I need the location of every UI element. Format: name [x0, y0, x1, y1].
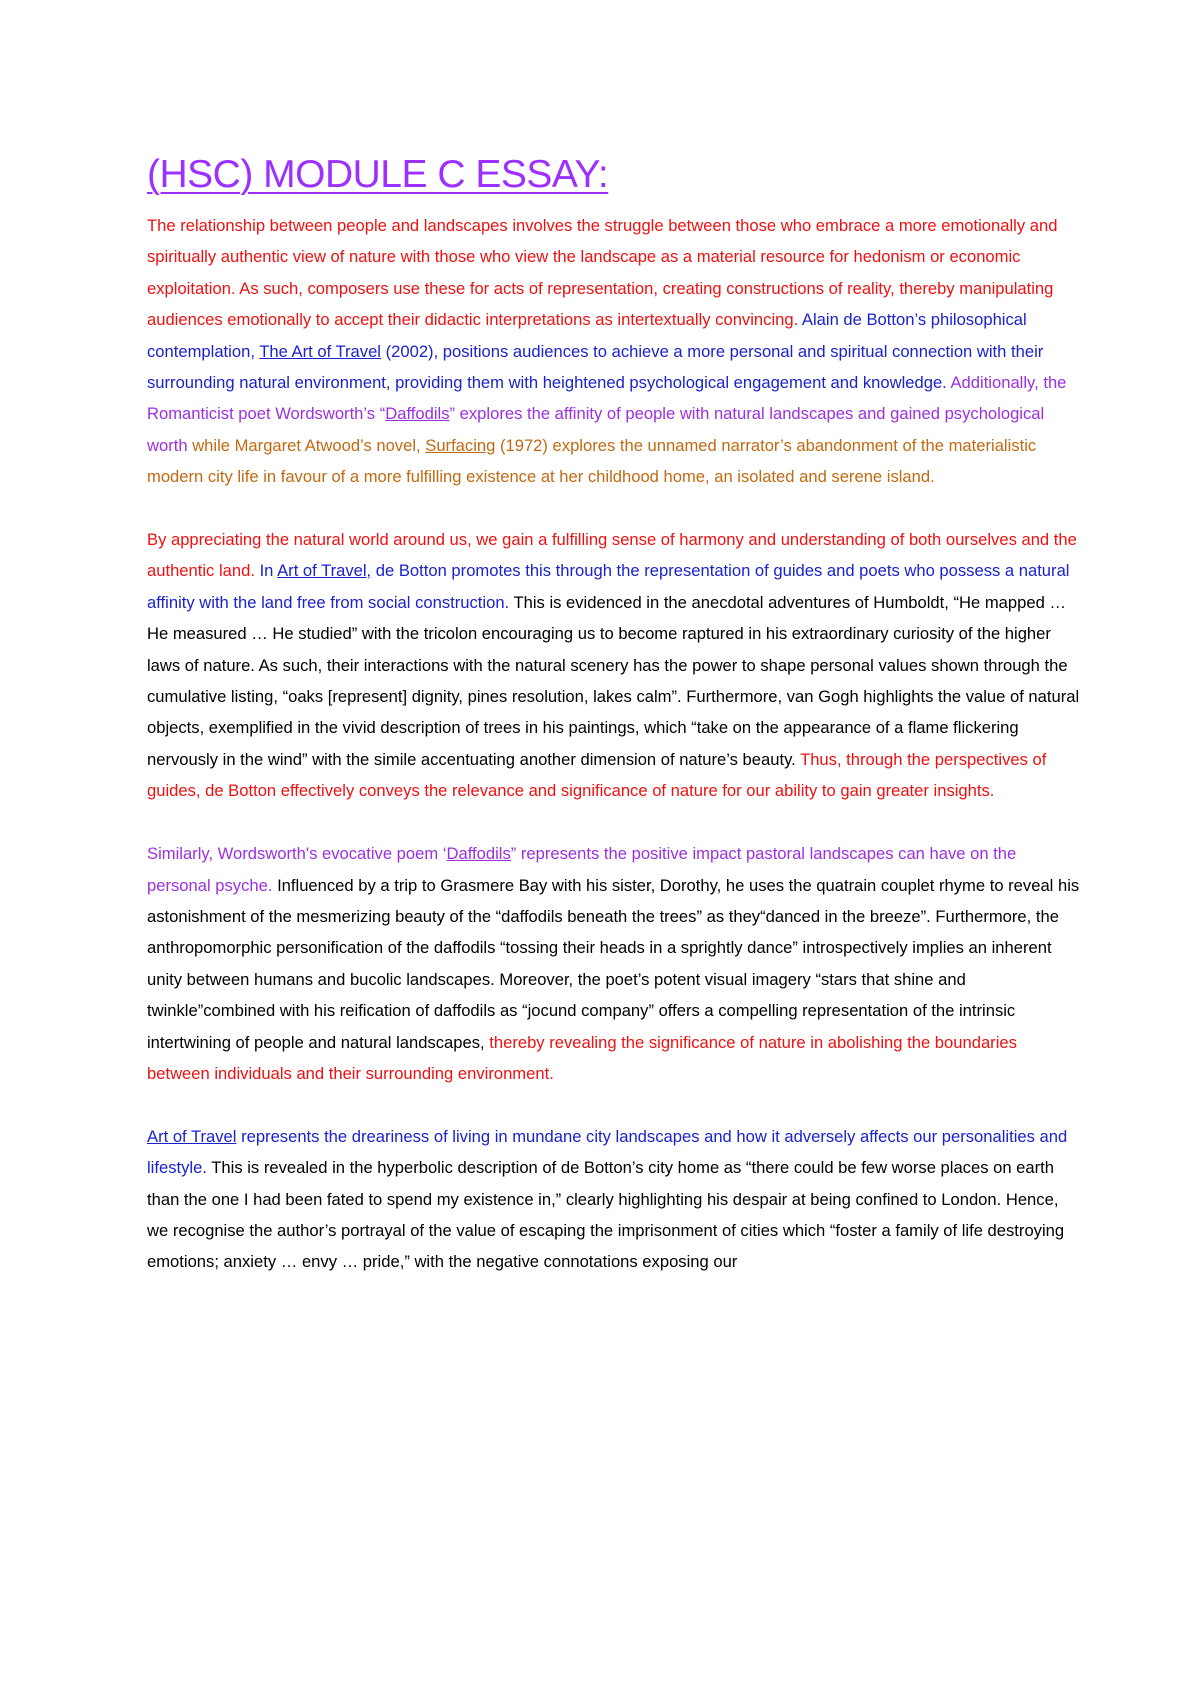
text-segment: represents the dreariness of living in mundane city landscapes and how it adversely affects our personalities and lifestyle. — [147, 1126, 1068, 1178]
title-reference: Daffodils — [446, 844, 511, 864]
paragraph-4 — [147, 1121, 1080, 1278]
text-segment: This is evidenced in the anecdotal adventures of Humboldt, “He mapped … He measured … He studied” with the tricolon encouraging us to become raptured in his extraordinary curiosity of the higher laws of nature. As such, their interactions with the natural scenery has the power to shape personal values shown through the cumulative listing, “oaks [represent] dignity, pines resolution, lakes calm”. Furthermore, van Gogh highlights the value of natural objects, exemplified in the vivid description of trees in his paintings, which “take on the appearance of a flame flickering nervously in the wind” with the simile accentuating another dimension of nature’s beauty. — [147, 592, 1080, 769]
text-segment: thereby revealing the significance of nature in abolishing the boundaries between individuals and their surrounding environment. — [147, 1032, 1017, 1083]
text-segment: ” explores the affinity of people with natural landscapes and gained psychological worth — [147, 404, 1045, 455]
title-reference: Surfacing — [425, 435, 496, 455]
page-title: (HSC) MODULE C ESSAY: — [147, 153, 609, 196]
title-reference: The Art of Travel — [259, 341, 381, 361]
paragraph-1 — [147, 210, 1080, 493]
text-segment: de Botton promotes this through the representation of guides and poets who possess a natural affinity with the land free from social construction. — [147, 561, 1070, 612]
text-segment: Alain de Botton’s philosophical contemplation, — [147, 310, 1027, 361]
text-segment: This is revealed in the hyperbolic description of de Botton’s city home as “there could be few worse places on earth than the one I had been fated to spend my existence in,” clearly highlighting his despair at being confined to London. Hence, we recognise the author’s portrayal of the value of escaping the imprisonment of cities which “foster a family of life destroying emotions; anxiety … envy … pride,” with the negative connotations exposing our — [147, 1158, 1065, 1272]
text-segment: Thus, through the perspectives of guides, de Botton effectively conveys the relevance and significance of nature for our ability to gain greater insights. — [147, 749, 1047, 801]
text-segment: Similarly, Wordsworth's evocative poem ‘ — [147, 844, 447, 864]
title-reference: Art of Travel — [147, 1126, 237, 1146]
text-segment: ” represents the positive impact pastoral landscapes can have on the personal psyche. — [147, 844, 1017, 895]
text-segment: By appreciating the natural world around us, we gain a fulfilling sense of harmony and understanding of both ourselves and the authentic land. — [147, 530, 1077, 581]
title-reference: Art of Travel, — [277, 561, 372, 581]
text-segment: (1972) explores the unnamed narrator’s abandonment of the materialistic modern city life in favour of a more fulfilling existence at her childhood home, an isolated and serene island. — [147, 435, 1037, 487]
paragraph-3 — [147, 838, 1080, 1089]
text-segment: In — [259, 561, 278, 581]
text-segment: Influenced by a trip to Grasmere Bay with his sister, Dorothy, he uses the quatrain couplet rhyme to reveal his astonishment of the mesmerizing beauty of the “daffodils beneath the trees” as they“danced in the breeze”. Furthermore, the anthropomorphic personification of the daffodils “tossing their heads in a sprightly dance” introspectively implies an inherent unity between humans and bucolic landscapes. Moreover, the poet’s potent visual imagery “stars that shine and twinkle”combined with his reification of daffodils as “jocund company” offers a compelling representation of the intrinsic intertwining of people and natural landscapes, — [147, 875, 1080, 1052]
text-segment: (2002), positions audiences to achieve a more personal and spiritual connection with their surrounding natural environment, providing them with heightened psychological engagement and knowledge. — [147, 341, 1044, 393]
paragraph-2 — [147, 524, 1080, 807]
text-segment: while Margaret Atwood’s novel, — [192, 435, 426, 455]
text-segment: The relationship between people and landscapes involves the struggle between those who embrace a more emotionally and spiritually authentic view of nature with those who view the landscape as a material resource for hedonism or economic exploitation. As such, composers use these for acts of representation, creating constructions of reality, thereby manipulating audiences emotionally to accept their didactic interpretations as intertextually convincing. — [147, 216, 1058, 330]
text-segment: Additionally, the Romanticist poet Wordsworth’s “ — [147, 373, 1067, 424]
essay-body — [147, 210, 1080, 1278]
title-reference: Daffodils — [385, 404, 450, 424]
